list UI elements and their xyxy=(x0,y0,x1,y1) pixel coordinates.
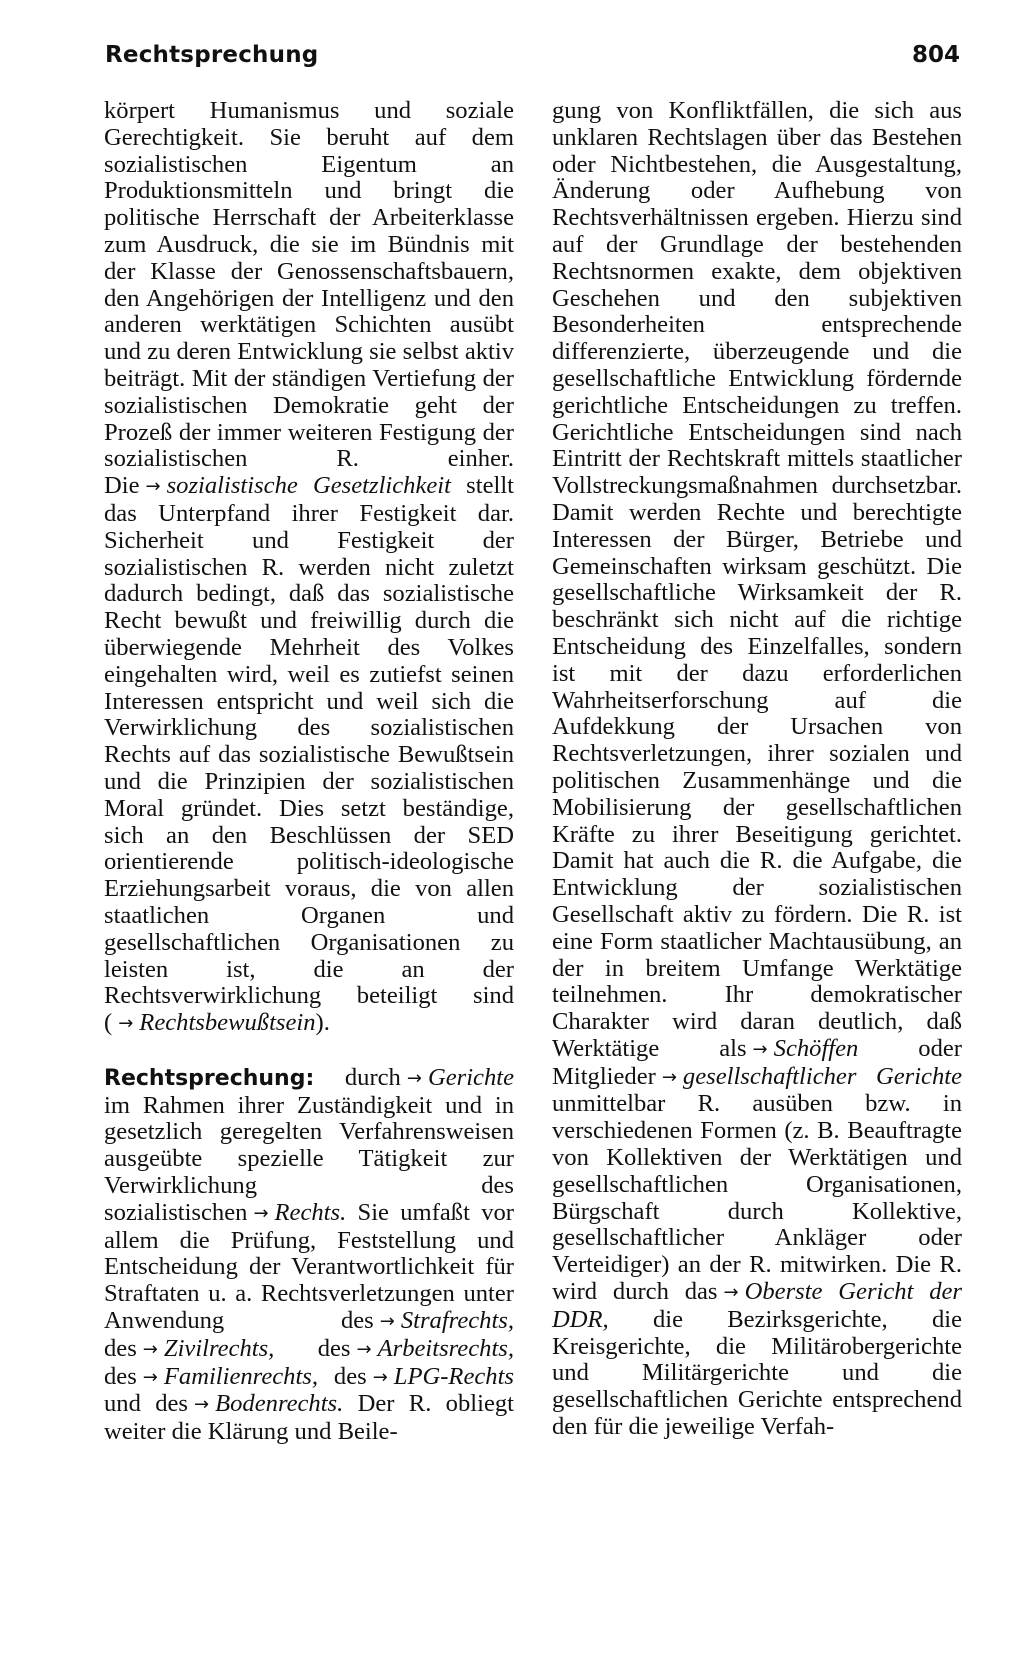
text-run: durch xyxy=(344,1063,401,1091)
page-header xyxy=(105,42,960,82)
cross-reference-link[interactable]: Bodenrechts. xyxy=(215,1390,344,1418)
text-run: unmittelbar R. ausüben bzw. in verschiedenen Formen (z. B. Beauftragte von Kollektiven der Werktätigen und gesellschaftlichen Organisationen, Bürgschaft durch Kollektive, gesellschaftlicher Ankläger oder Verteidiger) an der R. mitwirken. Die R. wird durch das xyxy=(552,1090,962,1306)
cross-reference-link[interactable]: Arbeitsrechts, xyxy=(377,1334,514,1362)
cross-reference-arrow-icon: → xyxy=(356,1338,372,1360)
cross-reference-link[interactable]: Schöffen xyxy=(773,1034,859,1062)
cross-reference-arrow-icon: → xyxy=(142,1338,158,1360)
cross-reference-link[interactable]: gesellschaftlicher Gerichte xyxy=(682,1062,962,1090)
left-column xyxy=(104,98,514,1446)
text-run: Sie umfaßt vor allem die Prüfung, Feststellung und Entscheidung der Verantwortlichkeit für Straftaten u. a. Rechtsverletzungen unter Anwendung des xyxy=(104,1198,514,1335)
cross-reference-arrow-icon: → xyxy=(194,1394,210,1416)
text-run: Der R. obliegt weiter die Klärung und Beile- xyxy=(104,1390,514,1446)
text-run: und des xyxy=(104,1390,189,1418)
cross-reference-link[interactable]: Gerichte xyxy=(427,1063,514,1091)
cross-reference-arrow-icon: → xyxy=(752,1038,768,1060)
cross-reference-link[interactable]: Rechts. xyxy=(274,1198,347,1226)
running-head-term: Rechtsprechung xyxy=(105,42,319,68)
cross-reference-link[interactable]: LPG-Rechts xyxy=(393,1362,514,1390)
cross-reference-arrow-icon: → xyxy=(723,1282,739,1304)
text-run: des xyxy=(104,1334,137,1362)
text-run: ). xyxy=(315,1009,330,1037)
cross-reference-link[interactable]: Strafrechts, xyxy=(400,1307,514,1335)
cross-reference-arrow-icon: → xyxy=(118,1013,134,1035)
entry-continuation-paragraph xyxy=(552,98,962,1441)
cross-reference-link[interactable]: sozialistische Gesetzlichkeit xyxy=(166,472,451,500)
cross-reference-arrow-icon: → xyxy=(145,476,161,498)
dictionary-entry xyxy=(104,1065,514,1446)
text-run: gung von Konfliktfällen, die sich aus unklaren Rechtslagen über das Bestehen oder Nichtbestehen, die Ausgestaltung, Änderung oder Aufhebung von Rechtsverhältnissen ergeben. Hierzu sind auf der Grundlage der bestehenden Rechtsnormen exakte, dem objektiven Geschehen und den subjektiven Besonderheiten entsprechende differenzierte, überzeugende und die gesellschaftliche Entwicklung fördernde gerichtliche Entscheidungen zu treffen. Gerichtliche Entscheidungen sind nach Eintritt der Rechtskraft mittels staatlicher Vollstreckungsmaßnahmen durchsetzbar. Damit werden Rechte und berechtigte Interessen der Bürger, Betriebe und Gemeinschaften wirksam geschützt. Die gesellschaftliche Wirksamkeit der R. beschränkt sich nicht auf die richtige Entscheidung des Einzelfalles, sondern ist mit der dazu erforderlichen Wahrheitserforschung auf die Aufdekkung der Ursachen von Rechtsverletzungen, ihrer sozialen und politischen Zusammenhänge und die Mobilisierung der gesellschaftlichen Kräfte zu ihrer Beseitigung gerichtet. Damit hat auch die R. die Aufgabe, die Entwicklung der sozialistischen Gesellschaft aktiv zu fördern. Die R. ist eine Form staatlicher Machtausübung, an der in breitem Umfange Werktätige teilnehmen. Ihr demokratischer Charakter wird daran deutlich, daß Werktätige als xyxy=(552,97,962,1062)
text-run: im Rahmen ihrer Zuständigkeit und in gesetzlich geregelten Verfahrensweisen ausgeübte spezielle Tätigkeit zur Verwirklichung des sozialistischen xyxy=(104,1091,514,1226)
cross-reference-arrow-icon: → xyxy=(372,1366,388,1388)
right-column xyxy=(552,98,962,1441)
text-run: des xyxy=(317,1334,351,1362)
cross-reference-arrow-icon: → xyxy=(253,1202,269,1224)
text-run: stellt das Unterpfand ihrer Festigkeit dar. Sicherheit und Festigkeit der sozialistischen R. werden nicht zuletzt dadurch bedingt, daß das sozialistische Recht bewußt und freiwillig durch die überwiegende Mehrheit des Volkes eingehalten wird, weil es zutiefst seinen Interessen entspricht und weil sich die Verwirklichung des sozialistischen Rechts auf das sozialistische Bewußtsein und die Prinzipien der sozialistischen Moral gründet. Dies setzt beständige, sich an den Beschlüssen der SED orientierende politisch-ideologische Erziehungsarbeit voraus, die von allen staatlichen Organen und gesellschaftlichen Organisationen zu leisten ist, die an der Rechtsverwirklichung beteiligt sind ( xyxy=(104,472,514,1037)
text-run: oder Mitglieder xyxy=(552,1034,962,1090)
cross-reference-link[interactable]: Zivilrechts, xyxy=(163,1334,275,1362)
text-run: des xyxy=(104,1362,137,1390)
cross-reference-arrow-icon: → xyxy=(661,1066,677,1088)
entry-headword: Rechtsprechung: xyxy=(104,1065,315,1091)
cross-reference-arrow-icon: → xyxy=(379,1311,395,1333)
cross-reference-link[interactable]: Oberste Gericht der DDR, xyxy=(552,1278,962,1333)
continued-entry-paragraph xyxy=(104,98,514,1038)
cross-reference-arrow-icon: → xyxy=(406,1067,422,1089)
page-number: 804 xyxy=(911,42,960,68)
text-run: die Bezirksgerichte, die Kreisgerichte, die Militärobergerichte und Militärgerichte und die gesellschaftlichen Gerichte entsprechend den für die jeweilige Verfah- xyxy=(552,1305,962,1441)
text-run: körpert Humanismus und soziale Gerechtigkeit. Sie beruht auf dem sozialistischen Eigentum an Produktionsmitteln und bringt die politische Herrschaft der Arbeiterklasse zum Ausdruck, die sie im Bündnis mit der Klasse der Genossenschaftsbauern, den Angehörigen der Intelligenz und den anderen werktätigen Schichten ausübt und zu deren Entwicklung sie selbst aktiv beiträgt. Mit der ständigen Vertiefung der sozialistischen Demokratie geht der Prozeß der immer weiteren Festigung der sozialistischen R. einher. Die xyxy=(104,97,514,500)
cross-reference-arrow-icon: → xyxy=(142,1366,158,1388)
cross-reference-link[interactable]: Rechtsbewußtsein xyxy=(139,1009,316,1037)
cross-reference-link[interactable]: Familienrechts, xyxy=(163,1362,319,1390)
text-run: des xyxy=(333,1362,367,1390)
